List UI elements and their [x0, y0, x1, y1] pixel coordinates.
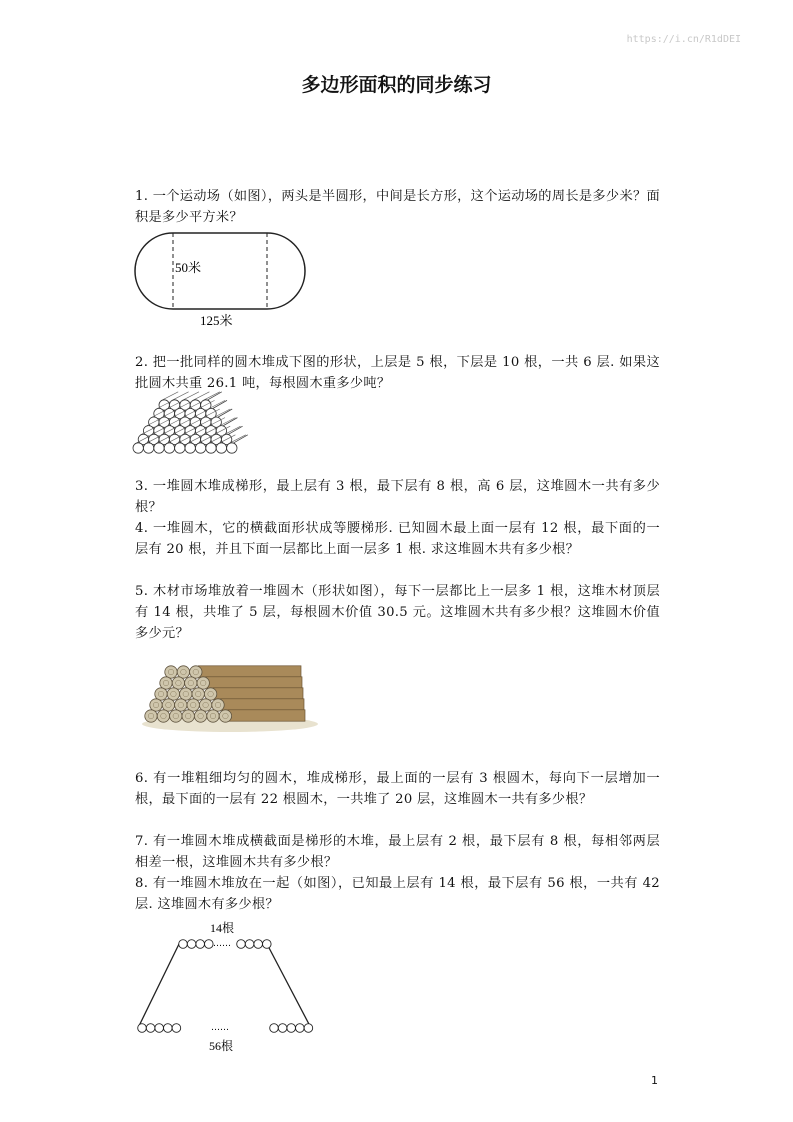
stadium-figure	[130, 228, 315, 333]
log-circle	[296, 1024, 305, 1033]
log-end	[190, 666, 202, 678]
log-end	[227, 443, 237, 453]
problem-5: 5. 木材市场堆放着一堆圆木（形状如图），每下一层都比上一层多 1 根，这堆木材顶层有 14 根，共堆了 5 层，每根圆木价值 30.5 元。这堆圆木共有多少根？这堆圆木价值多少元？	[135, 584, 660, 641]
trapezoid-top-dots: ……	[213, 939, 231, 949]
log-end	[219, 710, 231, 722]
problem-7: 7. 有一堆圆木堆成横截面是梯形的木堆，最上层有 2 根，最下层有 8 根，每相邻两层相差一根，这堆圆木共有多少根？	[135, 834, 660, 870]
trapezoid-bottom-dots: ……	[211, 1023, 229, 1033]
log-end	[195, 443, 205, 453]
log-end	[182, 710, 194, 722]
trapezoid-right-side	[267, 944, 311, 1028]
trapezoid-left-side	[138, 944, 179, 1028]
log-body	[218, 409, 232, 417]
problem-3: 3. 一堆圆木堆成梯形，最上层有 3 根，最下层有 8 根，高 6 层，这堆圆木一共有多少根？	[135, 479, 660, 515]
problem-1: 1. 一个运动场（如图），两头是半圆形，中间是长方形，这个运动场的周长是多少米？面积是多少平方米？	[135, 189, 660, 225]
log-side	[198, 666, 301, 677]
log-circle	[146, 1024, 155, 1033]
log-end	[143, 443, 153, 453]
problem-8: 8. 有一堆圆木堆放在一起（如图），已知最上层有 14 根，最下层有 56 根，一共有 42 层. 这堆圆木有多少根？	[135, 876, 660, 912]
log-circle	[164, 1024, 173, 1033]
log-end	[145, 710, 157, 722]
trapezoid-figure	[133, 918, 318, 1056]
trapezoid-top-label: 14根	[210, 921, 235, 935]
log-circle	[278, 1024, 287, 1033]
log-side	[213, 688, 303, 699]
log-end	[185, 443, 195, 453]
log-end	[185, 677, 197, 689]
log-end	[155, 688, 167, 700]
log-end	[167, 688, 179, 700]
log-end	[150, 699, 162, 711]
log-end	[164, 443, 174, 453]
log-end	[133, 443, 143, 453]
log-end	[160, 677, 172, 689]
log-end	[172, 677, 184, 689]
log-circle	[196, 940, 205, 949]
log-circle	[179, 940, 188, 949]
log-body	[223, 418, 237, 426]
problem-4: 4. 一堆圆木，它的横截面形状成等腰梯形. 已知圆木最上面一层有 12 根，最下面的一层有 20 根，并且下面一层都比上面一层多 1 根. 求这堆圆木共有多少根？	[135, 521, 660, 557]
log-circle	[138, 1024, 147, 1033]
log-body	[229, 426, 243, 434]
log-end	[206, 443, 216, 453]
page-number: 1	[651, 1074, 658, 1087]
stadium-outline	[135, 233, 305, 309]
log-end	[216, 443, 226, 453]
log-end	[180, 688, 192, 700]
log-circle	[304, 1024, 313, 1033]
problem-2: 2. 把一批同样的圆木堆成下图的形状，上层是 5 根，下层是 10 根，一共 6 层. 如果这批圆木共重 26.1 吨，每根圆木重多少吨？	[135, 355, 660, 391]
log-side	[228, 710, 305, 721]
stadium-length-label: 125米	[200, 313, 233, 328]
source-url: https://i.cn/R1dDEI	[626, 34, 741, 45]
log-end	[175, 443, 185, 453]
log-end	[157, 710, 169, 722]
log-end	[212, 699, 224, 711]
log-body	[213, 400, 227, 408]
log-circle	[172, 1024, 181, 1033]
trapezoid-bottom-label: 56根	[209, 1039, 234, 1053]
stadium-height-label: 50米	[175, 260, 202, 275]
log-end	[154, 443, 164, 453]
log-side	[220, 699, 304, 710]
problem-6: 6. 有一堆粗细均匀的圆木，堆成梯形，最上面的一层有 3 根圆木，每向下一层增加一根，最下面的一层有 22 根圆木，一共堆了 20 层，这堆圆木一共有多少根？	[135, 771, 660, 807]
log-end	[177, 666, 189, 678]
log-end	[197, 677, 209, 689]
wood-pile-photo	[135, 652, 315, 734]
log-end	[204, 688, 216, 700]
log-circle	[263, 940, 272, 949]
log-circle	[254, 940, 263, 949]
log-end	[175, 699, 187, 711]
page-title: 多边形面积的同步练习	[301, 74, 492, 96]
log-end	[192, 688, 204, 700]
log-circle	[245, 940, 254, 949]
log-end	[162, 699, 174, 711]
log-end	[207, 710, 219, 722]
log-body	[234, 435, 248, 443]
log-end	[165, 666, 177, 678]
log-circle	[155, 1024, 164, 1033]
log-circle	[270, 1024, 279, 1033]
log-circle	[237, 940, 246, 949]
log-pile-figure	[132, 395, 242, 457]
log-end	[194, 710, 206, 722]
log-end	[187, 699, 199, 711]
log-circle	[205, 940, 214, 949]
log-end	[170, 710, 182, 722]
log-end	[199, 699, 211, 711]
log-circle	[287, 1024, 296, 1033]
log-side	[206, 677, 302, 688]
log-circle	[187, 940, 196, 949]
